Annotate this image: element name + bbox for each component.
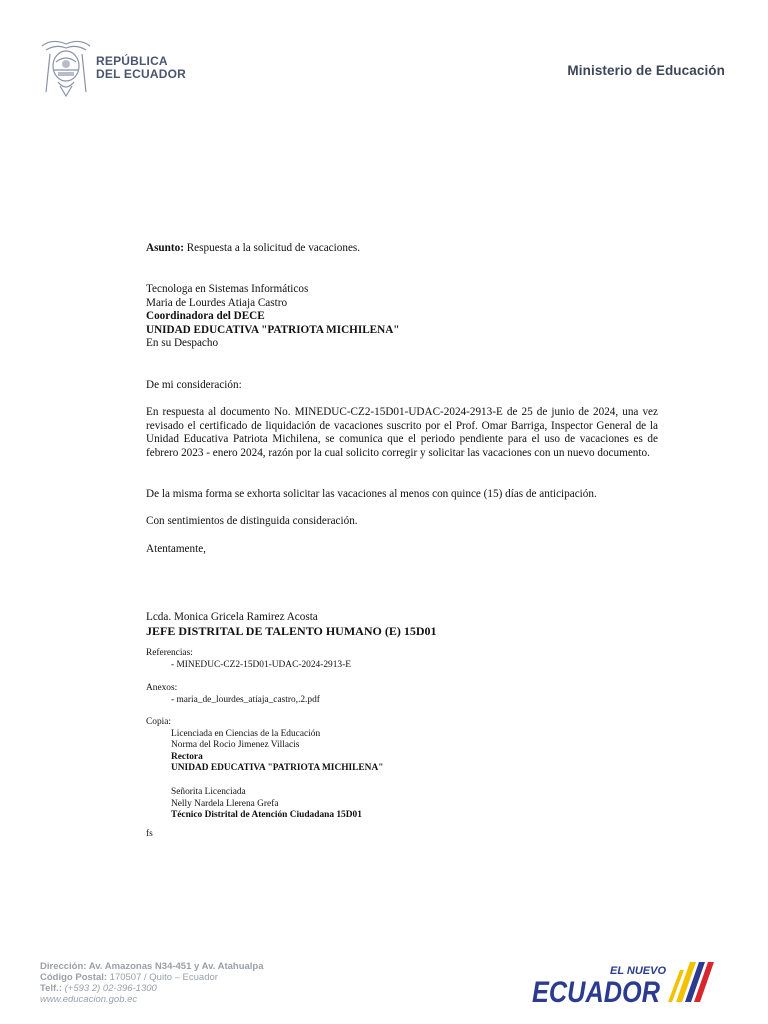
republic-line1: REPÚBLICA (96, 54, 168, 68)
copy2-line3: Técnico Distrital de Atención Ciudadana 15D01 (171, 810, 362, 821)
flag-stripes-icon (668, 962, 714, 1002)
phone-label: Telf.: (40, 983, 62, 994)
postal-label: Código Postal: (40, 972, 108, 983)
footer-phone-line (40, 983, 264, 994)
recipient-line3: Coordinadora del DECE (146, 310, 265, 323)
references-label: Referencias: (146, 648, 193, 658)
copy1-line4: UNIDAD EDUCATIVA "PATRIOTA MICHILENA" (171, 763, 384, 774)
author-initials: fs (146, 829, 153, 839)
phone-value: (+593 2) 02-396-1300 (64, 983, 157, 994)
recipient-line1: Tecnologa en Sistemas Informáticos (146, 283, 309, 295)
subject-label: Asunto: (146, 242, 184, 254)
logo-top-text: EL NUEVO (610, 965, 667, 977)
closing: Atentamente, (146, 543, 206, 555)
subject-text: Respuesta a la solicitud de vacaciones. (186, 242, 361, 254)
signer-name: Lcda. Monica Gricela Ramirez Acosta (146, 611, 318, 623)
annexes-item: - maria_de_lourdes_atiaja_castro,.2.pdf (171, 694, 320, 705)
address-value: Av. Amazonas N34-451 y Av. Atahualpa (88, 961, 264, 972)
copy-label: Copia: (146, 717, 171, 727)
copy-recipient-2 (146, 787, 383, 822)
website-link[interactable]: www.educacion.gob.ec (40, 994, 138, 1005)
references-block (146, 648, 351, 671)
address-label: Dirección: (40, 961, 87, 972)
footer-address-line (40, 961, 264, 972)
copy-recipient-1 (146, 729, 383, 775)
el-nuevo-ecuador-logo (530, 958, 720, 1008)
footer-address (40, 961, 264, 1005)
recipient-line4: UNIDAD EDUCATIVA "PATRIOTA MICHILENA" (146, 323, 400, 336)
coat-of-arms-icon (36, 36, 96, 100)
annexes-label: Anexos: (146, 683, 178, 693)
body-paragraph-1: En respuesta al documento No. MINEDUC-CZ2-15D01-UDAC-2024-2913-E de 25 de junio de 2024, una vez revisado el certificado de liquidación de vacaciones suscrito por el Prof. Omar Barriga, Inspector General de la Unidad Educativa Patriota Michilena, se comunica que el periodo pendiente para el uso de vacaciones es de febrero 2023 - enero 2024, razón por la cual solicito corregir y solicitar las vacaciones con un nuevo documento. (146, 406, 658, 459)
copy-block (146, 717, 383, 822)
references-item: - MINEDUC-CZ2-15D01-UDAC-2024-2913-E (171, 659, 351, 670)
postal-value: 170507 / Quito – Ecuador (109, 972, 218, 983)
annexes-block (146, 683, 320, 706)
signer-title: JEFE DISTRITAL DE TALENTO HUMANO (E) 15D01 (146, 623, 437, 638)
copy1-line1: Licenciada en Ciencias de la Educación (171, 728, 321, 739)
recipient-line5: En su Despacho (146, 337, 219, 350)
subject-line (146, 242, 360, 256)
logo-main-text: ECUADOR (532, 976, 661, 1008)
greeting: De mi consideración: (146, 379, 242, 391)
body-paragraph-2: De la misma forma se exhorta solicitar las vacaciones al menos con quince (15) días de anticipación. (146, 488, 597, 500)
body-paragraph-3: Con sentimientos de distinguida consideración. (146, 515, 358, 527)
copy2-line2: Nelly Nardela Llerena Grefa (171, 798, 279, 809)
republic-line2: DEL ECUADOR (96, 67, 186, 81)
copy1-line2: Norma del Rocio Jimenez Villacis (171, 740, 300, 751)
copy2-line1: Señorita Licenciada (171, 786, 246, 797)
footer-postal-line (40, 972, 264, 983)
copy1-line3: Rectora (171, 751, 203, 762)
republic-label (96, 55, 186, 81)
recipient-line2: Maria de Lourdes Atiaja Castro (146, 296, 288, 309)
signer-block (146, 611, 437, 638)
copy-spacer (146, 775, 383, 787)
recipient-block (146, 283, 400, 351)
ministry-name: Ministerio de Educación (567, 63, 725, 78)
